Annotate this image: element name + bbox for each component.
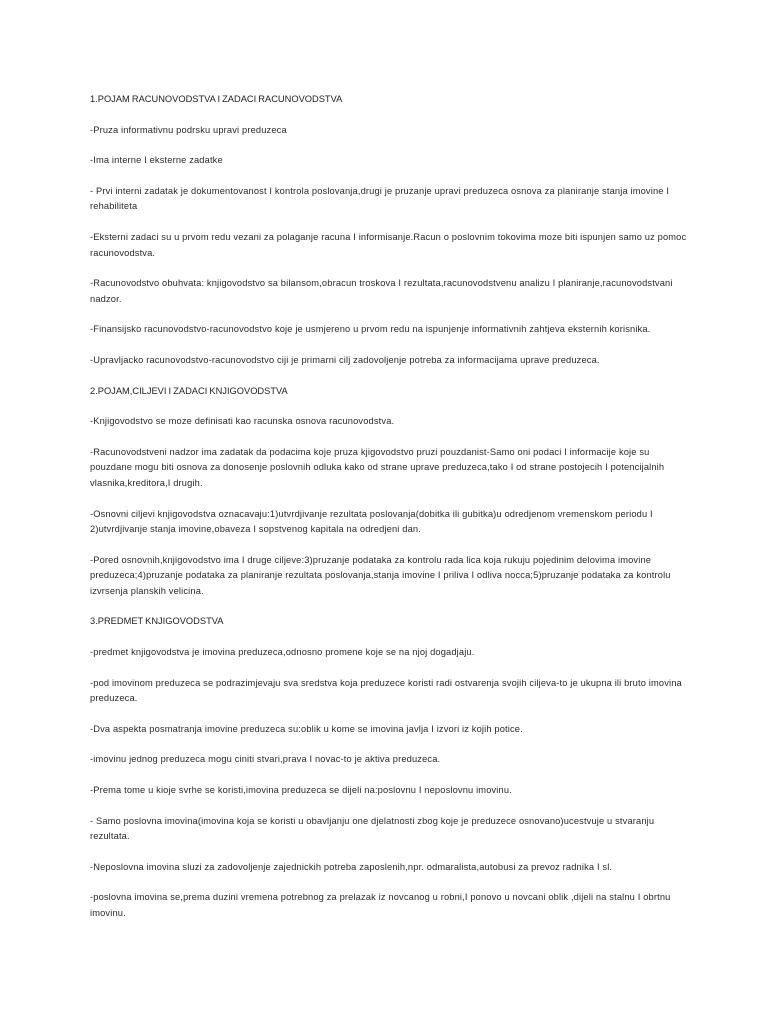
paragraph: -Upravljacko racunovodstvo-racunovodstvo ciji je primarni cilj zadovoljenje potreba za informacijama uprave preduzeca. [90, 354, 600, 365]
paragraph: -Neposlovna imovina sluzi za zadovoljenje zajednickih potreba zaposlenih,npr. odmaralista,autobusi za prevoz radnika I sl. [90, 861, 613, 872]
paragraph: -Racunovodstvo obuhvata: knjigovodstvo sa bilansom,obracun troskova I rezultata,racunovodstvenu analizu I planiranje,racunovodstvani nadzor. [90, 278, 673, 304]
paragraph: -Knjigovodstvo se moze definisati kao racunska osnova racunovodstva. [90, 416, 395, 427]
paragraph: -poslovna imovina se,prema duzini vremena potrebnog za prelazak iz novcanog u robni,I ponovo u novcani oblik ,dijeli na stalnu I obrtnu imovinu. [90, 892, 671, 918]
document-body [90, 92, 688, 937]
paragraph: -Prema tome u kioje svrhe se koristi,imovina preduzeca se dijeli na:poslovnu I neposlovnu imovinu. [90, 785, 512, 796]
paragraph: -Pruza informativnu podrsku upravi preduzeca [90, 124, 287, 135]
paragraph: -predmet knjigovodstva je imovina preduzeca,odnosno promene koje se na njoj dogadjaju. [90, 647, 475, 658]
paragraph: -Dva aspekta posmatranja imovine preduzeca su:oblik u kome se imovina javlja I izvori iz kojih potice. [90, 723, 523, 734]
paragraph: -Eksterni zadaci su u prvom redu vezani za polaganje racuna I informisanje.Racun o poslovnim tokovima moze biti ispunjen samo uz pomoc racunovodstva. [90, 231, 687, 258]
paragraph: - Samo poslovna imovina(imovina koja se koristi u obavljanju one djelatnosti zbog koje je preduzece osnovano)ucestvuje u stvaranju rezultata. [90, 815, 655, 842]
paragraph: -pod imovinom preduzeca se podrazimjevaju sva sredstva koja preduzece koristi radi ostvarenja svojih ciljeva-to je ukupna ili bruto imovina preduzeca. [90, 677, 682, 704]
paragraph: -Pored osnovnih,knjigovodstvo ima I druge ciljeve:3)pruzanje podataka za kontrolu rada lica koja rukuju pojedinim delovima imovine preduzeca;4)pruzanje podataka za planiranje rezultata poslovanja,stanja imovine I priliva I odliva nocca;5)pruzanje podataka za kontrolu izvrsenja planskih velicina. [90, 554, 671, 596]
paragraph: -Finansijsko racunovodstvo-racunovodstvo koje je usmjereno u prvom redu na ispunjenje informativnih zahtjeva eksternih korisnika. [90, 324, 651, 335]
paragraph: - Prvi interni zadatak je dokumentovanost I kontrola poslovanja,drugi je pruzanje upravi preduzeca osnova za planiranje stanja imovine I rehabiliteta [90, 185, 670, 212]
paragraph: -Racunovodstveni nadzor ima zadatak da podacima koje pruza kjigovodstvo pruzi pouzdanist-Samo oni podaci I informacije koje su pouzdane mogu biti osnova za donosenje poslovnih odluka kako od strane uprave preduzeca,tako I od strane postojecih I potencijalnih vlasnika,kreditora,I drugih. [90, 446, 665, 488]
section-heading-2: 2.POJAM,CILJEVI I ZADACI KNJIGOVODSTVA [90, 385, 288, 396]
paragraph: -imovinu jednog preduzeca mogu ciniti stvari,prava I novac-to je aktiva preduzeca. [90, 754, 441, 765]
section-heading-1: 1.POJAM RACUNOVODSTVA I ZADACI RACUNOVODSTVA [90, 94, 343, 104]
paragraph: -Osnovni ciljevi knjigovodstva oznacavaju:1)utvrdjivanje rezultata poslovanja(dobitka ili gubitka)u odredjenom vremenskom periodu I 2)utvrdjivanje stanja imovine,obaveza I sopstvenog kapitala na odredjeni dan. [90, 508, 653, 535]
section-heading-3: 3.PREDMET KNJIGOVODSTVA [90, 616, 224, 627]
paragraph: -Ima interne I eksterne zadatke [90, 155, 223, 166]
